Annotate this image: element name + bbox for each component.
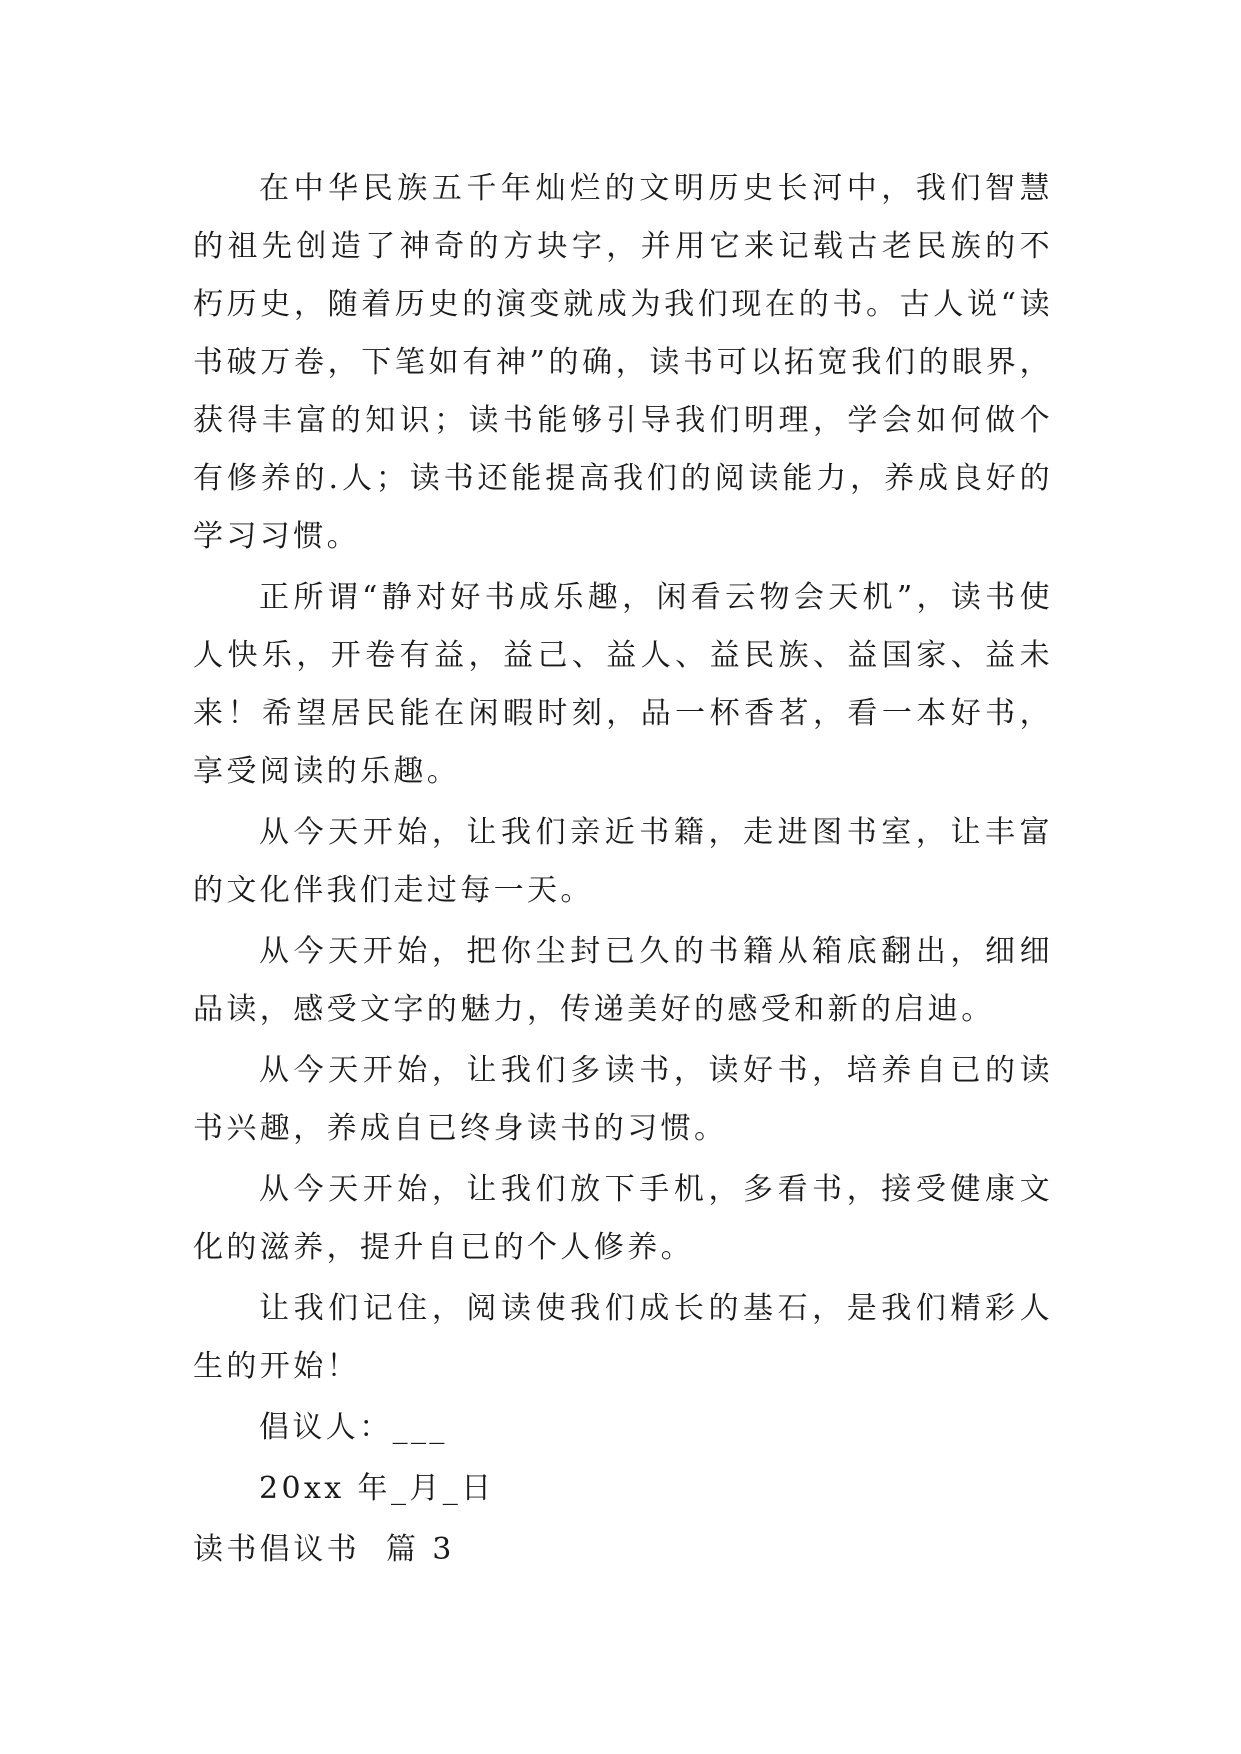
signature-line: 倡议人：___: [259, 1410, 448, 1445]
paragraph-read-more: 从今天开始，让我们多读书，读好书，培养自已的读书兴趣，养成自已终身读书的习惯。: [193, 1053, 1053, 1146]
paragraph-quote: 正所谓“静对好书成乐趣，闲看云物会天机”，读书使人快乐，开卷有益，益己、益人、益民族、益国家、益未来！希望居民能在闲暇时刻，品一杯香茗，看一本好书，享受阅读的乐趣。: [193, 580, 1053, 789]
paragraph-remember: 让我们记住，阅读使我们成长的基石，是我们精彩人生的开始！: [193, 1291, 1053, 1384]
next-section-heading: 读书倡议书 篇 3: [193, 1532, 455, 1567]
paragraph-library: 从今天开始，让我们亲近书籍，走进图书室，让丰富的文化伴我们走过每一天。: [193, 815, 1053, 908]
document-body: [193, 160, 1053, 1579]
paragraph-old-books: 从今天开始，把你尘封已久的书籍从箱底翻出，细细品读，感受文字的魅力，传递美好的感受和新的启迪。: [193, 934, 1053, 1027]
paragraph-put-down-phone: 从今天开始，让我们放下手机，多看书，接受健康文化的滋养，提升自已的个人修养。: [193, 1172, 1053, 1265]
date-line: 20xx 年_月_日: [259, 1471, 495, 1506]
paragraph-intro: 在中华民族五千年灿烂的文明历史长河中，我们智慧的祖先创造了神奇的方块字，并用它来记载古老民族的不朽历史，随着历史的演变就成为我们现在的书。古人说“读书破万卷，下笔如有神”的确，读书可以拓宽我们的眼界，获得丰富的知识；读书能够引导我们明理，学会如何做个有修养的.人；读书还能提高我们的阅读能力，养成良好的学习习惯。: [193, 171, 1053, 554]
